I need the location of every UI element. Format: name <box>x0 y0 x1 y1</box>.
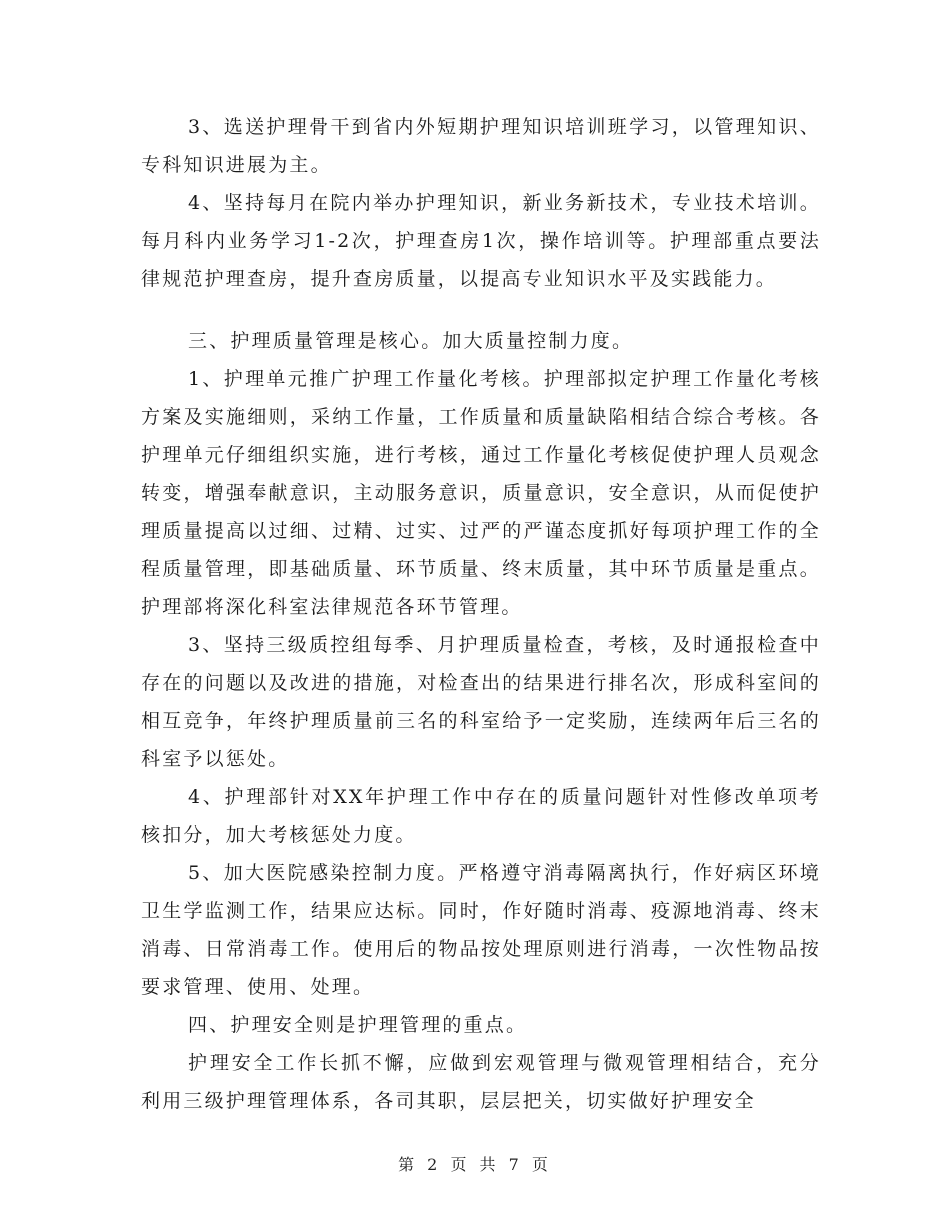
section-heading-safety: 四、护理安全则是护理管理的重点。 <box>188 1014 528 1036</box>
paragraph-training-outside: 3、选送护理骨干到省内外短期护理知识培训班学习，以管理知识、专科知识进展为主。 <box>141 116 821 176</box>
paragraph-monthly-training: 4、坚持每月在院内举办护理知识，新业务新技术，专业技术培训。每月科内业务学习1-2次，护理查房1次，操作培训等。护理部重点要法律规范护理查房，提升查房质量，以提高专业知识水平及实践能力。 <box>141 192 821 290</box>
paragraph-quality-control-group: 3、坚持三级质控组每季、月护理质量检查，考核，及时通报检查中存在的问题以及改进的措施，对检查出的结果进行排名次，形成科室间的相互竞争，年终护理质量前三名的科室给予一定奖励，连续两年后三名的科室予以惩处。 <box>141 634 821 770</box>
page-number-footer: 第 2 页 共 7 页 <box>398 1155 552 1174</box>
paragraph-safety-work: 护理安全工作长抓不懈，应做到宏观管理与微观管理相结合，充分利用三级护理管理体系，各司其职，层层把关，切实做好护理安全 <box>141 1052 821 1112</box>
section-heading-quality: 三、护理质量管理是核心。加大质量控制力度。 <box>188 330 634 352</box>
paragraph-deduction-revision: 4、护理部针对XX年护理工作中存在的质量问题针对性修改单项考核扣分，加大考核惩处力度。 <box>141 786 821 846</box>
paragraph-workload-assessment: 1、护理单元推广护理工作量化考核。护理部拟定护理工作量化考核方案及实施细则，采纳工作量，工作质量和质量缺陷相结合综合考核。各护理单元仔细组织实施，进行考核，通过工作量化考核促使护理人员观念转变，增强奉献意识，主动服务意识，质量意识，安全意识，从而促使护理质量提高以过细、过精、过实、过严的严谨态度抓好每项护理工作的全程质量管理，即基础质量、环节质量、终末质量，其中环节质量是重点。护理部将深化科室法律规范各环节管理。 <box>141 368 821 618</box>
document-body <box>141 108 821 1120</box>
paragraph-infection-control: 5、加大医院感染控制力度。严格遵守消毒隔离执行，作好病区环境卫生学监测工作，结果应达标。同时，作好随时消毒、疫源地消毒、终末消毒、日常消毒工作。使用后的物品按处理原则进行消毒，一次性物品按要求管理、使用、处理。 <box>141 862 821 998</box>
